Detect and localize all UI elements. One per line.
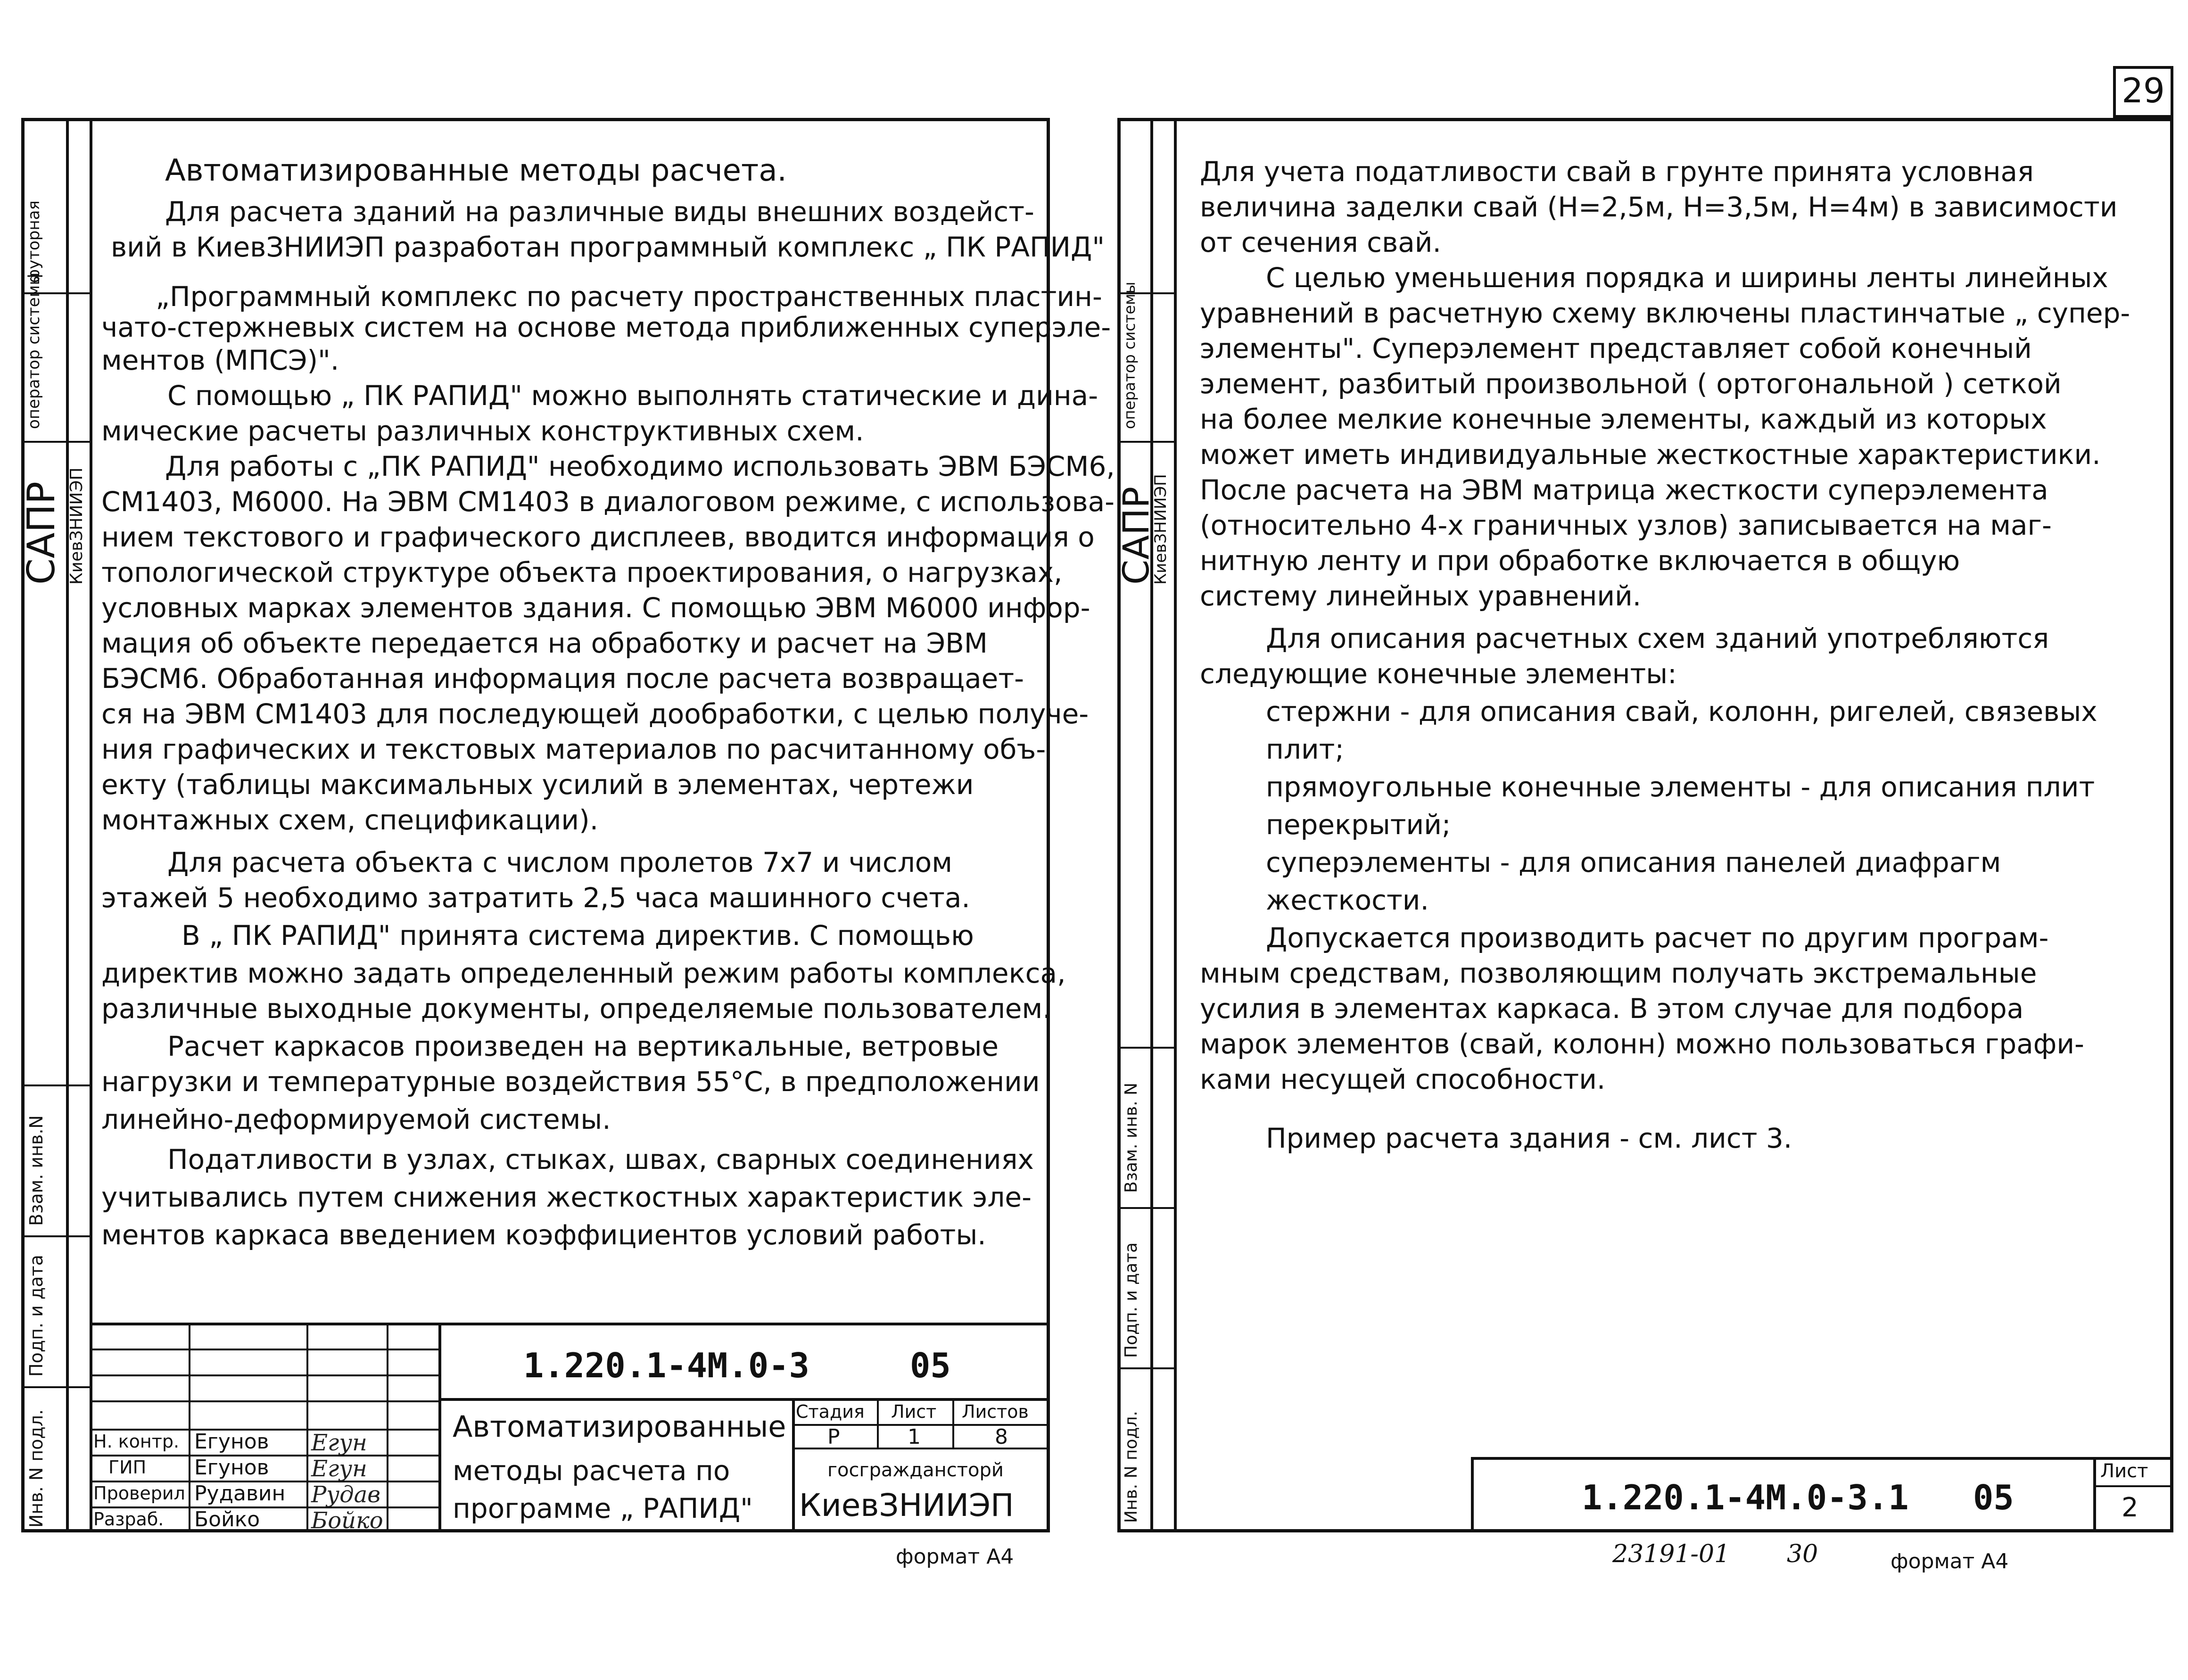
org-ministry: госграждансторй [827, 1459, 1004, 1481]
left-line: Для работы с „ПК РАПИД" необходимо использовать ЭВМ БЭСМ6, [165, 450, 1115, 482]
left-line: С помощью „ ПК РАПИД" можно выполнять статические и дина- [167, 380, 1098, 412]
left-line: екту (таблицы максимальных усилий в элементах, чертежи [101, 769, 974, 801]
right-line: величина заделки свай (Н=2,5м, Н=3,5м, Н=4м) в зависимости [1200, 191, 2118, 223]
left-line: В „ ПК РАПИД" принята система директив. С помощью [182, 919, 974, 952]
left-line: линейно-деформируемой системы. [101, 1103, 611, 1135]
left-institute-label: КиевЗНИИЭП [67, 467, 86, 585]
right-sheet-value: 2 [2122, 1492, 2138, 1523]
sheet-value: 1 [908, 1425, 921, 1449]
right-line: перекрытий; [1266, 809, 1451, 841]
left-inv-label-1: Инв. N подл. [26, 1409, 47, 1528]
right-inv-label-1: Инв. N подл. [1122, 1411, 1141, 1523]
role-cell: ГИП [108, 1457, 147, 1478]
right-inv-label-2: Подп. и дата [1122, 1242, 1141, 1358]
right-sapr-label: САПР [1115, 486, 1157, 585]
doc-title-line: методы расчета по [453, 1455, 730, 1487]
left-line: СМ1403, М6000. На ЭВМ СМ1403 в диалоговом режиме, с использова- [101, 486, 1115, 518]
right-line: плит; [1266, 733, 1345, 765]
left-line: мация об объекте передается на обработку и расчет на ЭВМ [101, 627, 988, 659]
right-line: усилия в элементах каркаса. В этом случае для подбора [1200, 993, 2024, 1025]
stamp-number: 23191-01 [1612, 1540, 1730, 1568]
right-operator-label: оператор системы [1121, 281, 1139, 429]
name-cell: Егунов [194, 1430, 269, 1454]
left-line: мические расчеты различных конструктивных схем. [101, 415, 864, 447]
left-sapr-label: САПР [19, 481, 63, 585]
stage-header: Стадия [796, 1401, 865, 1422]
right-line: После расчета на ЭВМ матрица жесткости суперэлемента [1200, 474, 2048, 506]
left-line: Расчет каркасов произведен на вертикальные, ветровые [167, 1030, 999, 1062]
right-line: систему линейных уравнений. [1200, 580, 1642, 612]
sheet-header: Лист [891, 1401, 937, 1422]
left-line: Податливости в узлах, стыках, швах, сварных соединениях [167, 1143, 1034, 1175]
right-line: следующие конечные элементы: [1200, 658, 1677, 690]
left-line: БЭСМ6. Обработанная информация после расчета возвращает- [101, 662, 1024, 695]
role-cell: Разраб. [93, 1509, 164, 1530]
left-line: директив можно задать определенный режим работы комплекса, [101, 957, 1066, 989]
right-line: уравнений в расчетную схему включены пластинчатые „ супер- [1200, 297, 2130, 329]
right-line: прямоугольные конечные элементы - для описания плит [1266, 771, 2095, 803]
right-line: ками несущей способности. [1200, 1063, 1606, 1095]
right-line: стержни - для описания свай, колонн, ригелей, связевых [1266, 695, 2097, 728]
doc-title-line: Автоматизированные [453, 1409, 786, 1444]
left-line: ся на ЭВМ СМ1403 для последующей дообработки, с целью получе- [101, 698, 1089, 730]
org-institute: КиевЗНИИЭП [799, 1487, 1014, 1523]
left-line: нием текстового и графического дисплеев, вводится информация о [101, 521, 1095, 553]
right-line: элементы". Суперэлемент представляет собой конечный [1200, 332, 2032, 364]
right-doc-issue: 05 [1973, 1478, 2014, 1517]
right-inv-label-3: Взам. инв. N [1122, 1083, 1141, 1193]
signature: Егун [311, 1456, 367, 1482]
left-doc-code: 1.220.1-4М.0-3 [523, 1346, 809, 1385]
role-cell: Проверил [93, 1483, 185, 1504]
left-inv-label-2: Подп. и дата [26, 1255, 47, 1377]
left-line: нагрузки и температурные воздействия 55°С, в предположении [101, 1066, 1040, 1098]
sheets-header: Листов [962, 1401, 1029, 1422]
left-line: вий в КиевЗНИИЭП разработан программный комплекс „ ПК РАПИД" [111, 231, 1105, 263]
left-line: ния графических и текстовых материалов по расчитанному объ- [101, 733, 1046, 765]
left-line: ментов каркаса введением коэффициентов условий работы. [101, 1219, 986, 1251]
left-format-label: формат А4 [896, 1545, 1014, 1569]
right-line: от сечения свай. [1200, 226, 1441, 258]
right-line: жесткости. [1266, 884, 1429, 916]
left-doc-issue: 05 [910, 1346, 951, 1385]
role-cell: Н. контр. [93, 1431, 180, 1452]
name-cell: Бойко [194, 1507, 260, 1531]
left-line: монтажных схем, спецификации). [101, 804, 599, 836]
right-line: мным средствам, позволяющим получать экстремальные [1200, 957, 2037, 989]
left-line: Для расчета объекта с числом пролетов 7х7 и числом [167, 846, 953, 878]
right-line: (относительно 4-х граничных узлов) записывается на маг- [1200, 509, 2052, 541]
left-line: учитывались путем снижения жесткостных характеристик эле- [101, 1181, 1032, 1213]
left-line: различные выходные документы, определяемые пользователем. [101, 993, 1051, 1025]
right-line: Пример расчета здания - см. лист 3. [1266, 1122, 1792, 1154]
left-line: чато-стержневых систем на основе метода приближенных суперэле- [101, 311, 1111, 343]
signature: Рудав [311, 1481, 381, 1508]
right-line: может иметь индивидуальные жесткостные характеристики. [1200, 439, 2101, 471]
stage-value: Р [827, 1425, 840, 1449]
left-line: „Программный комплекс по расчету пространственных пластин- [156, 281, 1102, 313]
right-institute-label: КиевЗНИИЭП [1151, 474, 1170, 585]
right-line: Для описания расчетных схем зданий употребляются [1266, 622, 2049, 654]
right-sheet-label: Лист [2100, 1460, 2148, 1482]
left-line: топологической структуре объекта проектирования, о нагрузках, [101, 556, 1063, 588]
left-line: этажей 5 необходимо затратить 2,5 часа машинного счета. [101, 882, 970, 914]
left-heading: Автоматизированные методы расчета. [165, 153, 787, 188]
signature: Егун [311, 1430, 367, 1456]
left-line: условных марках элементов здания. С помощью ЭВМ М6000 инфор- [101, 592, 1090, 624]
right-line: Для учета податливости свай в грунте принята условная [1200, 156, 2034, 188]
right-line: нитную ленту и при обработке включается в общую [1200, 545, 1960, 577]
left-futur-label: футорная [25, 200, 43, 283]
name-cell: Егунов [194, 1456, 269, 1480]
doc-title-line: программе „ РАПИД" [453, 1492, 753, 1524]
left-operator-label: оператор системы [25, 272, 43, 429]
right-format-label: формат А4 [1891, 1549, 2009, 1573]
right-line: элемент, разбитый произвольной ( ортогональной ) сеткой [1200, 368, 2062, 400]
right-doc-code: 1.220.1-4М.0-3.1 [1582, 1478, 1909, 1517]
left-line: ментов (МПСЭ)". [101, 344, 339, 376]
right-line: марок элементов (свай, колонн) можно пользоваться графи- [1200, 1028, 2084, 1060]
left-line: Для расчета зданий на различные виды внешних воздейст- [165, 196, 1034, 228]
stamp-number-2: 30 [1787, 1540, 1818, 1568]
page-number: 29 [2122, 71, 2165, 110]
right-line: С целью уменьшения порядка и ширины ленты линейных [1266, 262, 2108, 294]
name-cell: Рудавин [194, 1481, 286, 1506]
left-inv-label-3: Взам. инв.N [26, 1115, 47, 1226]
sheets-value: 8 [995, 1425, 1008, 1449]
signature: Бойко [311, 1507, 383, 1534]
right-line: на более мелкие конечные элементы, каждый из которых [1200, 403, 2047, 435]
right-line: суперэлементы - для описания панелей диафрагм [1266, 846, 2001, 878]
right-line: Допускается производить расчет по другим програм- [1266, 922, 2049, 954]
